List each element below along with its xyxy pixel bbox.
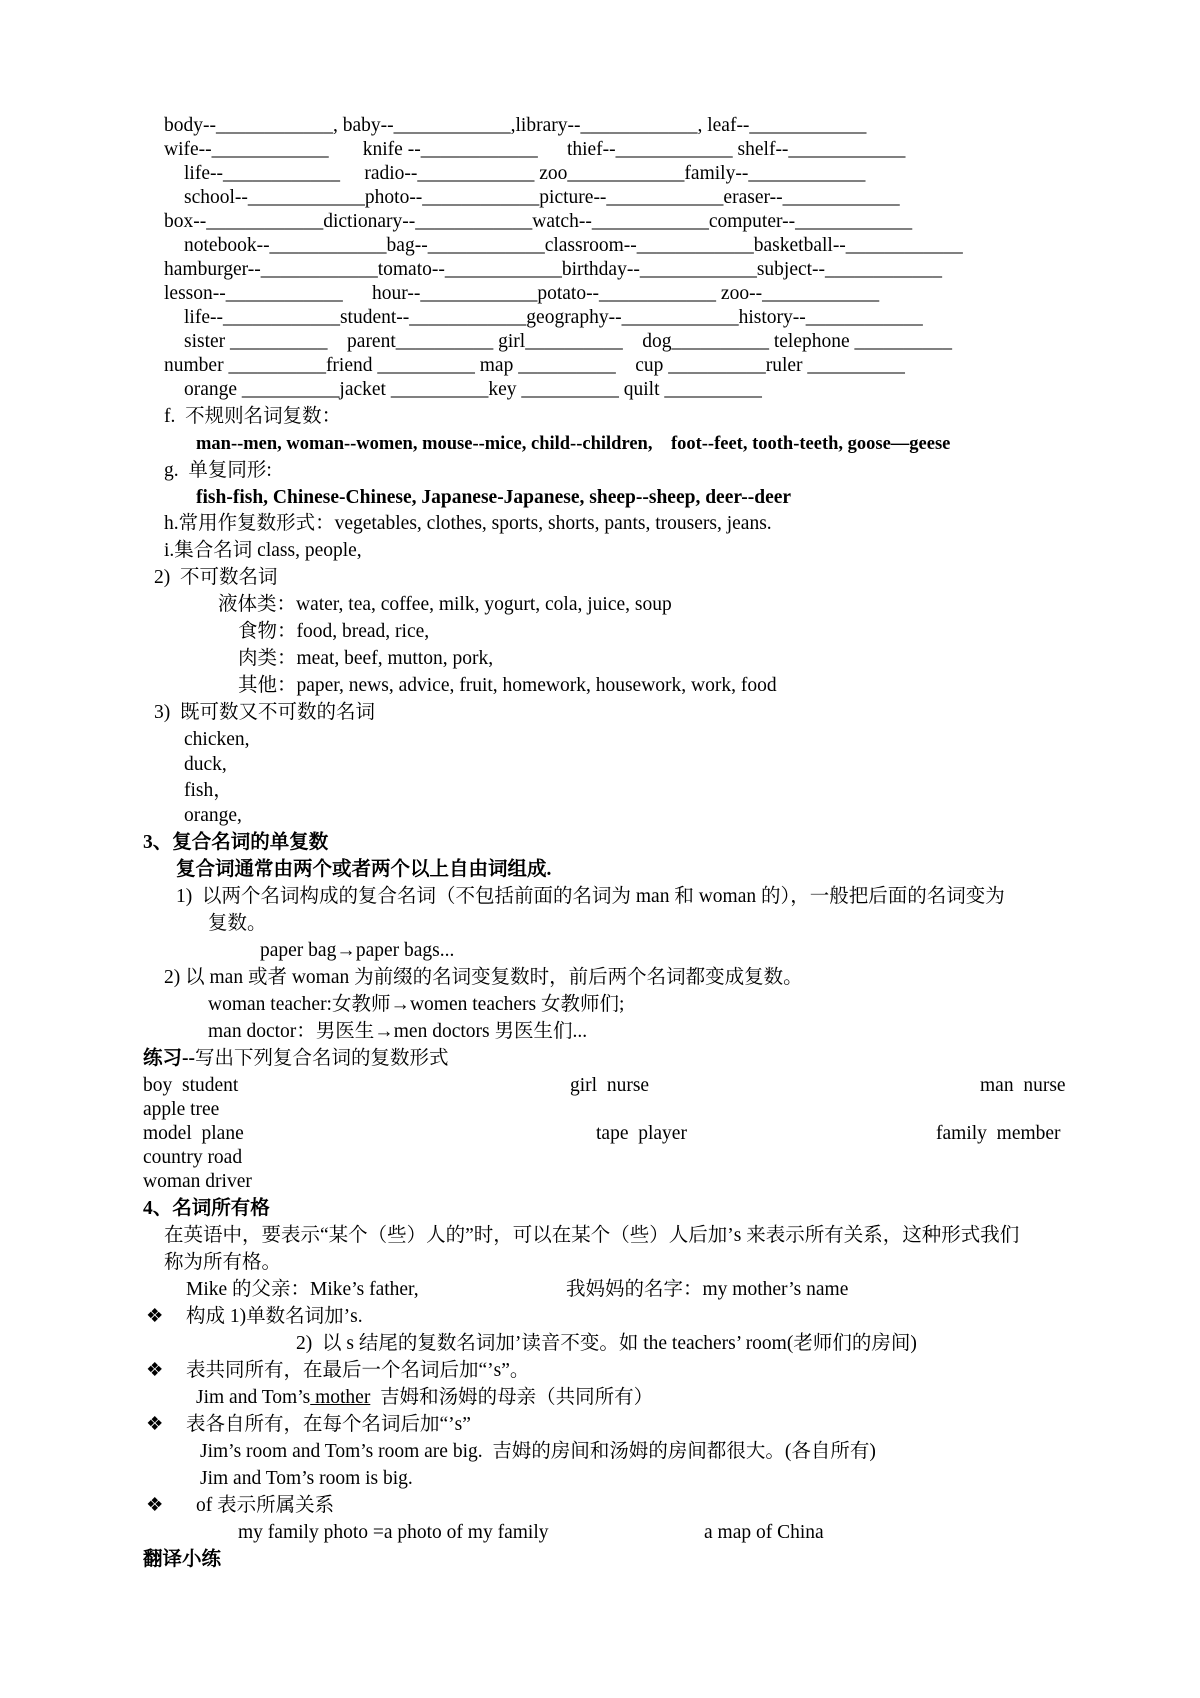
same-form-examples: fish-fish, Chinese-Chinese, Japanese-Japanese, sheep--sheep, deer--deer [196, 487, 792, 508]
possessive-form2: 2) 以 s 结尾的复数名词加’读音不变。如 the teachers’ room(老师们的房间) [296, 1333, 917, 1354]
exercise-line: life--____________student--____________geography--____________history--____________ [184, 307, 923, 328]
translate-heading: 翻译小练 [143, 1549, 222, 1570]
compound-intro: 复合词通常由两个或者两个以上自由词组成. [176, 859, 552, 880]
possessive-form1: 构成 1)单数名词加’s. [186, 1306, 363, 1327]
joint-example-b: 吉姆和汤姆的母亲（共同所有） [370, 1387, 654, 1408]
practice-item: boy student [143, 1075, 239, 1096]
compound-heading: 3、复合名词的单复数 [143, 832, 329, 853]
exercise-line: number __________friend __________ map __________ cup __________ruler __________ [164, 355, 905, 376]
uncountable-other: 其他：paper, news, advice, fruit, homework, housework, work, food [238, 675, 777, 696]
possessive-each-example: Jim and Tom’s room is big. [200, 1468, 413, 1489]
joint-example-underlined: mother [310, 1387, 371, 1408]
uncountable-meat: 肉类：meat, beef, mutton, pork, [238, 648, 494, 669]
both-heading: 3) 既可数又不可数的名词 [154, 702, 375, 723]
exercise-line: box--____________dictionary--____________watch--____________computer--____________ [164, 211, 913, 232]
uncountable-food: 食物：food, bread, rice, [238, 621, 430, 642]
exercise-line: wife--____________ knife --____________ thief--____________ shelf--____________ [164, 139, 906, 160]
possessive-of-example: a map of China [704, 1522, 824, 1543]
practice-item: country road [143, 1147, 243, 1168]
compound-rule1-cont: 复数。 [208, 913, 267, 934]
exercise-line: lesson--____________ hour--____________potato--____________ zoo--____________ [164, 283, 880, 304]
both-item: fish， [184, 780, 233, 801]
uncountable-heading: 2) 不可数名词 [154, 567, 278, 588]
both-item: duck, [184, 754, 227, 775]
both-item: chicken, [184, 729, 250, 750]
exercise-line: body--____________, baby--____________,library--____________, leaf--____________ [164, 115, 867, 136]
possessive-intro-cont: 称为所有格。 [164, 1252, 282, 1273]
bullet-icon: ❖ [146, 1306, 164, 1327]
practice-item: family member [936, 1123, 1061, 1144]
compound-rule1: 1) 以两个名词构成的复合名词（不包括前面的名词为 man 和 woman 的），一般把后面的名词变为 [176, 886, 1005, 907]
possessive-example: 我妈妈的名字：my mother’s name [566, 1279, 849, 1300]
possessive-of: of 表示所属关系 [196, 1495, 335, 1516]
practice-item: tape player [596, 1123, 687, 1144]
compound-rule2-example: man doctor：男医生→men doctors 男医生们... [208, 1021, 588, 1042]
bullet-icon: ❖ [146, 1360, 164, 1381]
possessive-joint-example [196, 1386, 653, 1410]
practice-heading-text: 写出下列复合名词的复数形式 [195, 1048, 449, 1069]
joint-example-a: Jim and Tom’s [196, 1387, 311, 1408]
practice-item: girl nurse [570, 1075, 650, 1096]
practice-item: model plane [143, 1123, 244, 1144]
exercise-line: school--____________photo--____________picture--____________eraser--____________ [184, 187, 900, 208]
practice-heading-bold: 练习-- [143, 1048, 195, 1069]
irregular-examples: man--men, woman--women, mouse--mice, child--children, foot--feet, tooth-teeth, goose—geese [196, 434, 951, 454]
bullet-icon: ❖ [146, 1495, 164, 1516]
possessive-each-example: Jim’s room and Tom’s room are big. 吉姆的房间和汤姆的房间都很大。(各自所有) [200, 1441, 876, 1462]
practice-item: man nurse [980, 1075, 1066, 1096]
possessive-of-example: my family photo =a photo of my family [238, 1522, 549, 1543]
exercise-line: notebook--____________bag--____________classroom--____________basketball--____________ [184, 235, 963, 256]
exercise-line: sister __________ parent__________ girl__________ dog__________ telephone __________ [184, 331, 953, 352]
plural-usage: h.常用作复数形式：vegetables, clothes, sports, shorts, pants, trousers, jeans. [164, 513, 772, 534]
exercise-line: orange __________jacket __________key __________ quilt __________ [184, 379, 762, 400]
same-form-heading: g. 单复同形: [164, 460, 272, 481]
compound-rule2: 2) 以 man 或者 woman 为前缀的名词变复数时，前后两个名词都变成复数。 [164, 967, 803, 988]
uncountable-liquid: 液体类：water, tea, coffee, milk, yogurt, cola, juice, soup [218, 594, 672, 615]
possessive-joint: 表共同所有，在最后一个名词后加“’s”。 [186, 1360, 530, 1381]
possessive-example: Mike 的父亲：Mike’s father, [186, 1279, 419, 1300]
possessive-intro: 在英语中，要表示“某个（些）人的”时，可以在某个（些）人后加’s 来表示所有关系，这种形式我们 [164, 1225, 1020, 1246]
collective-nouns: i.集合名词 class, people, [164, 540, 362, 561]
exercise-line: hamburger--____________tomato--____________birthday--____________subject--____________ [164, 259, 943, 280]
practice-item: woman driver [143, 1171, 252, 1192]
practice-heading [143, 1047, 449, 1071]
compound-rule1-example: paper bag→paper bags... [260, 940, 455, 961]
both-item: orange, [184, 805, 242, 826]
exercise-line: life--____________ radio--____________ zoo____________family--____________ [184, 163, 866, 184]
compound-rule2-example: woman teacher:女教师→women teachers 女教师们; [208, 994, 625, 1015]
possessive-heading: 4、名词所有格 [143, 1198, 270, 1219]
bullet-icon: ❖ [146, 1414, 164, 1435]
irregular-heading: f. 不规则名词复数： [164, 406, 342, 427]
practice-item: apple tree [143, 1099, 220, 1120]
possessive-each: 表各自所有，在每个名词后加“’s” [186, 1414, 471, 1435]
